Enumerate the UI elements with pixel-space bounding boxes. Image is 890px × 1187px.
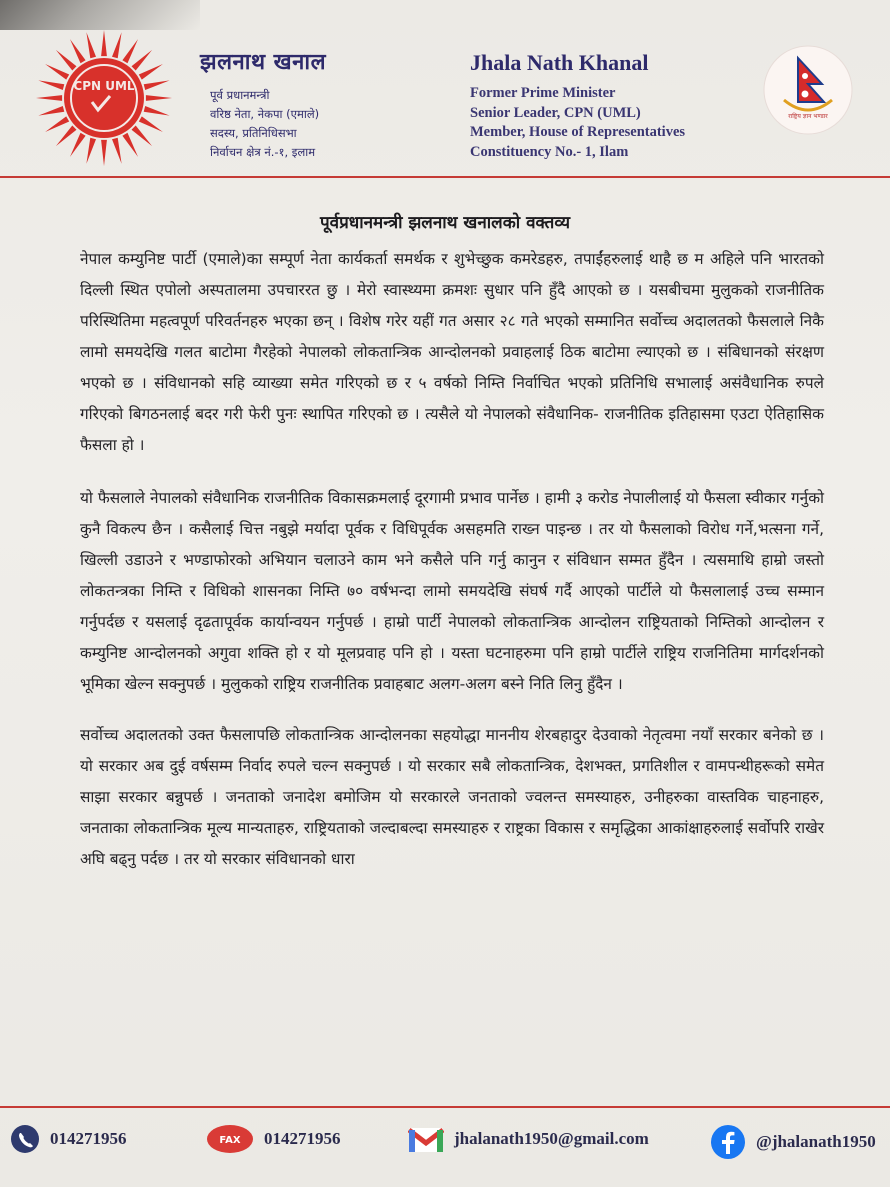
sender-title-english: Senior Leader, CPN (UML) [470,104,641,121]
sun-ray [112,138,122,164]
sun-ray [144,80,170,90]
nepal-flag-emblem-logo [762,44,854,136]
sun-ray [101,30,107,56]
sun-ray [45,116,69,132]
emblem-text: राष्ट्रिय ज्ञान भण्डार [788,113,828,120]
logo-text: CPN UML [73,79,135,93]
sun-ray [139,64,163,80]
sender-title-english: Constituency No.- 1, Ilam [470,143,629,160]
fax-number: 014271956 [264,1129,341,1148]
fax-label: FAX [219,1135,241,1146]
sun-ray [45,64,69,80]
sun-ray [36,95,62,101]
sun-ray [86,32,96,58]
document-body [80,244,824,897]
body-paragraph: सर्वोच्च अदालतको उक्त फैसलापछि लोकतान्त्रिक आन्दोलनका सहयोद्धा माननीय शेरबहादुर देउवाको नेतृत्वमा नयाँ सरकार बनेको छ । यो सरकार अब दुई वर्षसम्म निर्वाद रुपले चल्न सक्नुपर्छ । यो सरकार सबै लोकतान्त्रिक, देशभक्त, प्रगतिशील र वामपन्थीहरूको समेत साझा सरकार बन्नुपर्छ । जनताको जनादेश बमोजिम यो सरकारले जनताको ज्वलन्त समस्याहरु, उनीहरुका वास्तविक चाहनाहरु, जनताका लोकतान्त्रिक मूल्य मान्यताहरु, राष्ट्रियताको जल्दाबल्दा समस्याहरु र राष्ट्रका विकास र समृद्धिका आकांक्षाहरुलाई सर्वोपरि राखेर अघि बढ्नु पर्दछ । तर यो सरकार संविधानको धारा [80,726,824,868]
sun-ray [144,106,170,116]
phone-number: 014271956 [50,1129,127,1148]
sender-name-english: Jhala Nath Khanal [470,50,649,75]
footer-divider [0,1106,890,1108]
letterhead-nepali [200,46,420,162]
sun-ray [112,32,122,58]
sun-ray [56,50,77,71]
cpn-uml-sun-logo [34,28,174,168]
contact-footer [0,1118,890,1168]
sun-ray [70,39,86,63]
gmail-icon [408,1124,444,1154]
email-address: jhalanath1950@gmail.com [454,1129,649,1148]
sun-ray [146,95,172,101]
sun-ray [56,126,77,147]
phone-icon [10,1124,40,1154]
sender-title-nepali: वरिष्ठ नेता, नेकपा (एमाले) [210,107,320,121]
sun-ray [70,133,86,157]
facebook-icon [710,1124,746,1160]
sun-ray [86,138,96,164]
fax-contact[interactable] [206,1124,341,1154]
phone-contact[interactable] [10,1124,127,1154]
sun-ray [139,116,163,132]
body-paragraph: यो फैसलाले नेपालको संवैधानिक राजनीतिक विकासक्रमलाई दूरगामी प्रभाव पार्नेछ । हामी ३ करोड नेपालीलाई यो फैसला स्वीकार गर्नुको कुनै विकल्प छैन । कसैलाई चित्त नबुझे मर्यादा पूर्वक र विधिपूर्वक असहमति राख्न पाइन्छ । तर यो फैसलाको विरोध गर्ने,भत्सना गर्ने, खिल्ली उडाउने र भण्डाफोरको अभियान चलाउने काम भने कसैले पनि गर्नु कानुन र संविधान सम्मत हुँदैन । त्यसमाथि हाम्रो जस्तो लोकतन्त्रका निम्ति र विधिको शासनका निम्ति ७० वर्षभन्दा लामो समयदेखि संघर्ष गर्दै आएको पार्टीले यो फैसलालाई उच्च सम्मान गर्नुपर्दछ र यसलाई दृढतापूर्वक कार्यान्वयन गर्नुपर्छ । हाम्रो पार्टी नेपालको लोकतान्त्रिक आन्दोलन राष्ट्रियताको निम्तिको आन्दोलन र कम्युनिष्ट आन्दोलनको अगुवा शक्ति हो र यो मूलप्रवाह पनि हो । यस्ता घटनाहरुमा पनि हाम्रो पार्टीले राष्ट्रिय राजनितिमा मार्गदर्शनको भूमिका खेल्न सक्नुपर्छ । मुलुकको राष्ट्रिय राजनीतिक प्रवाहबाट अलग-अलग बस्ने निति लिनु हुँदैन । [80,489,824,693]
header-divider [0,176,890,178]
sun-ray [101,140,107,166]
sun-ray [132,50,153,71]
sender-title-nepali: निर्वाचन क्षेत्र नं.-१, इलाम [210,145,316,159]
sender-title-english: Member, House of Representatives [470,124,686,140]
letterhead-english [470,50,740,162]
sun-ray [122,39,138,63]
sender-title-english: Former Prime Minister [470,85,616,101]
document-title: पूर्वप्रधानमन्त्री झलनाथ खनालको वक्तव्य [319,213,571,233]
email-contact[interactable] [408,1124,649,1154]
sun-ray [38,106,64,116]
sun-ray [132,126,153,147]
sun-ray [38,80,64,90]
fax-icon [206,1124,254,1154]
facebook-contact[interactable] [710,1124,876,1160]
sender-title-nepali: सदस्य, प्रतिनिधिसभा [210,126,297,140]
sender-title-nepali: पूर्व प्रधानमन्त्री [210,88,270,102]
sun-ray [122,133,138,157]
page-corner-shadow [0,0,200,30]
body-paragraph: नेपाल कम्युनिष्ट पार्टी (एमाले)का सम्पूर्ण नेता कार्यकर्ता समर्थक र शुभेच्छुक कमरेडहरु, तपाईंहरुलाई थाहै छ म अहिले पनि भारतको दिल्ली स्थित एपोलो अस्पतालमा उपचाररत छु । मेरो स्वास्थ्यमा क्रमशः सुधार पनि हुँदै आएको छ । यसबीचमा मुलुकको राजनीतिक परिस्थितिमा महत्वपूर्ण परिवर्तनहरु भएका छन् । विशेष गरेर यहीं गत असार २८ गते भएको सम्मानित सर्वोच्च अदालतको फैसलाले निकै लामो समयदेखि गलत बाटोमा गैरहेको नेपालको लोकतान्त्रिक आन्दोलनको प्रवाहलाई ठिक बाटोमा ल्याएको छ । संबिधानको संरक्षण भएको छ । संविधानको सहि व्याख्या समेत गरिएको छ र ५ वर्षको निम्ति निर्वाचित भएको प्रतिनिधि सभालाई असंवैधानिक रुपले गरिएको बिगठनलाई बदर गरी फेरी पुनः स्थापित गरिएको छ । त्यसैले यो नेपालको संवैधानिक- राजनीतिक इतिहासमा एउटा ऐतिहासिक फैसला हो । [80,250,824,454]
facebook-handle: @jhalanath1950 [756,1132,876,1151]
sender-name-nepali: झलनाथ खनाल [200,50,326,75]
